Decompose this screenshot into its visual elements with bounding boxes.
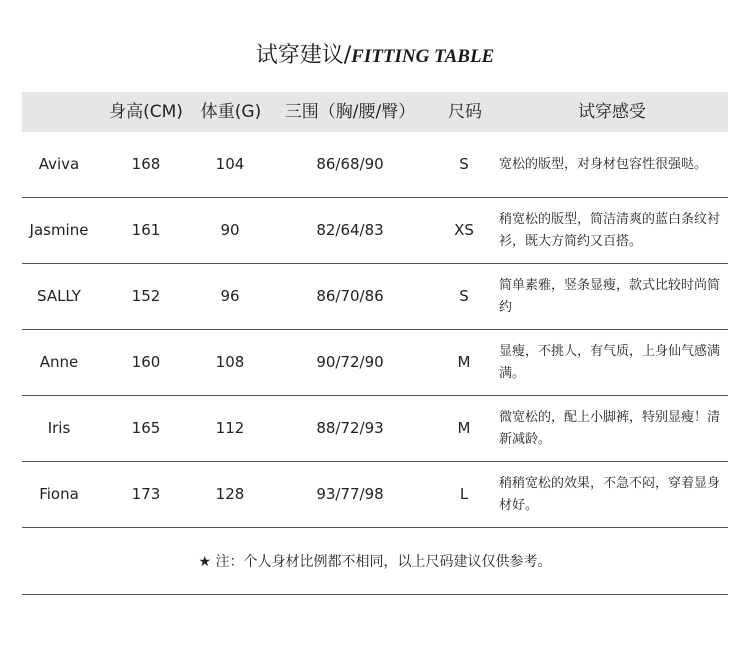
header-measurements: 三围（胸/腰/臀） [284,102,416,122]
cell-name: SALLY [37,287,81,305]
cell-measurements: 90/72/90 [316,353,384,371]
cell-measurements: 93/77/98 [316,485,384,503]
cell-height: 168 [131,155,161,173]
table-row [22,198,728,264]
table-row [22,264,728,330]
cell-size: M [457,353,471,371]
header-size: 尺码 [448,102,482,122]
cell-measurements: 82/64/83 [316,221,384,239]
cell-height: 165 [131,419,161,437]
page-title [0,38,750,69]
cell-feedback: 稍稍宽松的效果，不急不闷，穿着显身材好。 [499,475,721,513]
cell-weight: 104 [215,155,245,173]
cell-name: Fiona [39,485,79,503]
cell-size: S [459,155,469,173]
cell-name: Iris [47,419,71,437]
table-row [22,330,728,396]
cell-size: M [457,419,471,437]
fitting-table [22,92,728,528]
title-cn: 试穿建议/ [255,43,352,68]
cell-height: 161 [131,221,161,239]
cell-size: L [459,485,469,503]
table-row [22,132,728,198]
table-header [22,92,728,132]
cell-feedback: 微宽松的，配上小脚裤，特别显瘦！清新减龄。 [499,409,721,447]
cell-weight: 108 [215,353,245,371]
cell-name: Jasmine [29,221,89,239]
footnote: ★ 注：个人身材比例都不相同，以上尺码建议仅供参考。 [22,530,728,595]
cell-measurements: 88/72/93 [316,419,384,437]
cell-height: 152 [131,287,161,305]
cell-size: XS [454,221,474,239]
cell-weight: 90 [220,221,240,239]
table-row [22,462,728,528]
cell-feedback: 宽松的版型，对身材包容性很强哒。 [499,156,708,172]
header-weight: 体重(G) [200,102,262,122]
cell-weight: 112 [215,419,245,437]
cell-feedback: 显瘦，不挑人，有气质，上身仙气感满满。 [499,343,721,381]
title-en: FITTING TABLE [351,46,495,67]
cell-name: Anne [39,353,79,371]
cell-feedback: 稍宽松的版型，简洁清爽的蓝白条纹衬衫，既大方简约又百搭。 [499,211,721,249]
cell-weight: 96 [220,287,240,305]
cell-weight: 128 [215,485,245,503]
cell-height: 160 [131,353,161,371]
cell-name: Aviva [38,155,80,173]
header-height: 身高(CM) [109,102,183,122]
cell-measurements: 86/68/90 [316,155,384,173]
table-row [22,396,728,462]
cell-measurements: 86/70/86 [316,287,384,305]
header-feedback: 试穿感受 [578,102,646,122]
table-body [22,132,728,528]
cell-feedback: 简单素雅，竖条显瘦，款式比较时尚简约 [499,277,721,315]
cell-height: 173 [131,485,161,503]
cell-size: S [459,287,469,305]
